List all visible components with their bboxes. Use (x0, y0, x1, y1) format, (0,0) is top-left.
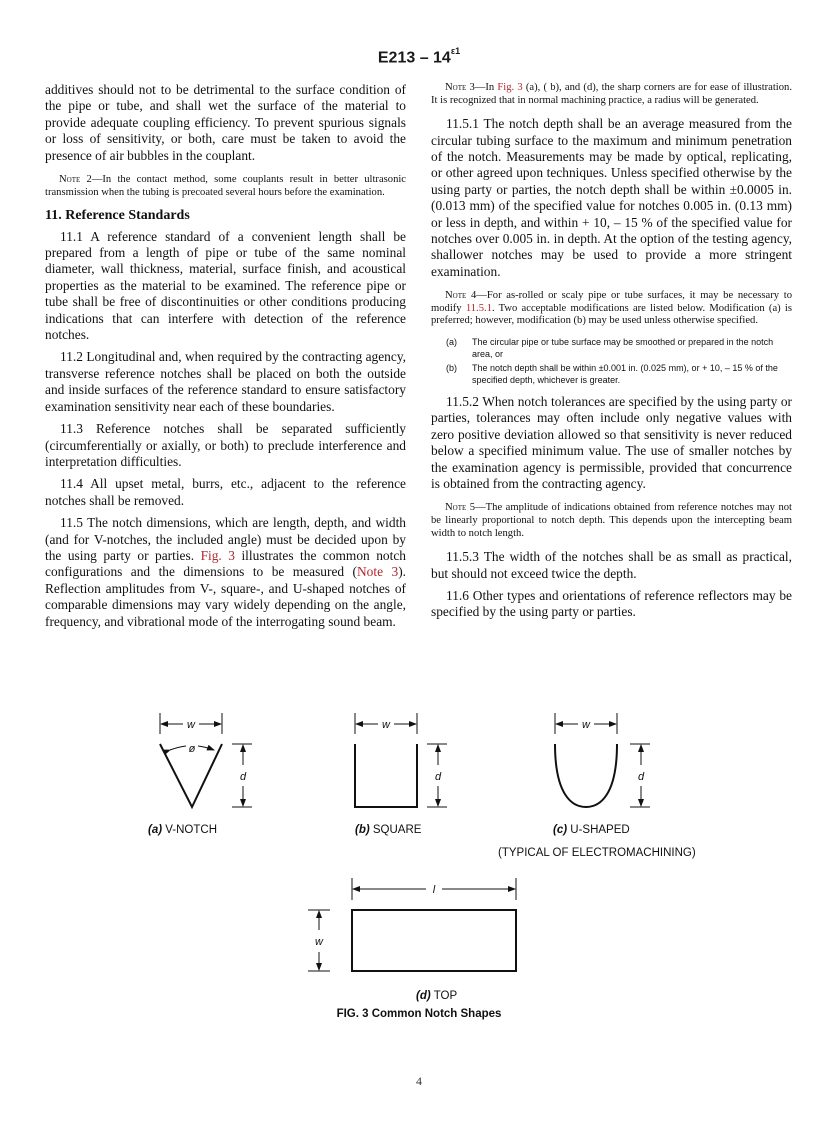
figure-caption: FIG. 3 Common Notch Shapes (336, 1008, 502, 1020)
designation-text: E213 – 14 (377, 49, 451, 67)
panel-a-label (148, 824, 217, 836)
modification-a (431, 337, 792, 360)
panel-letter: (a) (148, 824, 163, 836)
paragraph-11-5-3: 11.5.3 The width of the notches shall be as small as practical, but should not exceed twice the depth. (431, 549, 792, 581)
dim-label-w: w (582, 719, 590, 731)
note-text: —In the contact method, some couplants result in better ultrasonic transmission when the tubing is precoated several hours before the examination. (45, 174, 407, 198)
dim-label-w: w (187, 719, 195, 731)
page-number: 4 (416, 1074, 422, 1088)
panel-d-label (416, 990, 457, 1002)
document-designation (0, 48, 838, 67)
panel-name: V-NOTCH (165, 824, 218, 836)
right-column (431, 82, 792, 627)
text-run: —In (474, 82, 498, 93)
dim-label-d: d (637, 771, 645, 783)
panel-b-label (355, 824, 421, 836)
note-label: Note 5 (445, 502, 476, 514)
left-column (45, 82, 406, 636)
note-label: Note 3 (445, 82, 475, 93)
v-notch-shape (160, 713, 252, 807)
note-label: Note 4 (445, 290, 477, 302)
designation-superscript: ε1 (450, 46, 461, 56)
paragraph-11-3: 11.3 Reference notches shall be separated sufficiently (circumferentially or axially, or both) to preclude interference and interpretation difficulties. (45, 421, 406, 469)
panel-c-subtitle: (TYPICAL OF ELECTROMACHINING) (498, 847, 696, 859)
fig-3-link[interactable]: Fig. 3 (200, 547, 235, 563)
note-label: Note 2 (59, 174, 92, 186)
dim-label-d: d (239, 771, 247, 783)
section-heading: 11. Reference Standards (45, 208, 190, 224)
note-2 (45, 174, 406, 199)
top-view-shape (308, 878, 516, 971)
panel-letter: (b) (355, 824, 370, 836)
modification-label: (b) (446, 363, 457, 374)
paragraph-11-5 (45, 515, 406, 630)
u-shaped-notch-shape (555, 713, 650, 807)
panel-c-label (553, 824, 630, 836)
note-3-link[interactable]: Note 3 (357, 564, 399, 580)
panel-name: U-SHAPED (570, 824, 630, 836)
text-run: illustrates the common notch configurations and the dimensions to be measured ( (45, 547, 406, 580)
paragraph-11-2: 11.2 Longitudinal and, when required by the contracting agency, transverse reference notches shall be placed on both the outside and inside surfaces of the reference standard to ensure satisfactory examination sensitivity near each of these boundaries. (45, 349, 406, 414)
paragraph-11-5-1: 11.5.1 The notch depth shall be an average measured from the circular tubing surface to the maximum and minimum penetration of the notch. Measurements may be made by optical, replicating, or other agreed upon techniques. Unless specified otherwise by the using party or parties, the notch depth shall be within ±0.0005 in. (0.013 mm) of the specified value for notches 0.005 in. (0.13 mm) or less in depth, and within + 10, – 15 % of the specified value for notches over 0.005 in. in depth. At the option of the testing agency, shallower notches may be used to provide a more stringent examination. (431, 116, 792, 279)
paragraph-11-1: 11.1 A reference standard of a convenient length shall be prepared from a length of pipe or tube of the same nominal diameter, wall thickness, material, surface finish, and acoustical properties as the material to be examined. The reference pipe or tube shall be free of discontinuities or other conditions producing indications that can interfere with detection of the reference notches. (45, 228, 406, 343)
paragraph-11-4: 11.4 All upset metal, burrs, etc., adjacent to the reference notches shall be removed. (45, 476, 406, 508)
dim-label-w: w (382, 719, 390, 731)
note-3 (431, 82, 792, 107)
dim-label-d: d (434, 771, 442, 783)
text-run: . Two acceptable modifications are listed below. Modification (a) is preferred; however, modification (b) may be used unless otherwise specified. (431, 302, 792, 327)
text-run: (a), ( b), and (d), the sharp corners are for ease of illustration. It is recognized that in normal machining practice, a radius will be generated. (431, 82, 792, 106)
note-5 (431, 502, 792, 540)
panel-name: TOP (433, 990, 458, 1002)
panel-name: SQUARE (372, 824, 422, 836)
section-11-5-1-link[interactable]: 11.5.1 (465, 302, 492, 314)
note-4 (431, 290, 792, 328)
dim-label-angle: ø (188, 743, 196, 755)
dim-label-w: w (315, 936, 323, 948)
text-run: 11.5 The notch dimensions, which are length, depth, and width (and for V-notches, the included angle) must be decided upon by the using party or parties. (45, 515, 406, 563)
notch-shapes-drawing (0, 700, 838, 1030)
modification-label: (a) (446, 337, 457, 348)
panel-letter: (d) (416, 990, 431, 1002)
dim-label-l: l (432, 884, 436, 896)
text-run: —For as-rolled or scaly pipe or tube surfaces, it may be necessary to modify (431, 290, 793, 314)
figure-3 (0, 700, 838, 1030)
note-text: —The amplitude of indications obtained from reference notches may not be linearly proportional to notch depth. This depends upon the intercepting beam width to notch length. (431, 502, 793, 539)
square-notch-shape (355, 713, 447, 807)
modification-text: The circular pipe or tube surface may be smoothed or prepared in the notch area, or (472, 337, 774, 359)
modification-list (431, 337, 792, 386)
modification-text: The notch depth shall be within ±0.001 in. (0.025 mm), or + 10, – 15 % of the specified depth, whichever is greater. (472, 363, 778, 385)
fig-3-link[interactable]: Fig. 3 (497, 82, 523, 93)
paragraph-11-5-2: 11.5.2 When notch tolerances are specified by the using party or parties, tolerances may often include only negative values with zero positive deviation allowed so that sensitivity is never reduced below a specified minimum value. The use of smaller notches by the examination agency is permissible, provided that concurrence is obtained from the contracting agency. (431, 394, 792, 492)
paragraph-continued: additives should not to be detrimental to the surface condition of the pipe or tube, and shall wet the surface of the material to provide adequate coupling efficiency. To prevent spurious signals or loss of sensitivity, or both, care must be taken to avoid the presence of air bubbles in the couplant. (45, 82, 406, 163)
panel-letter: (c) (553, 824, 568, 836)
modification-b (431, 363, 792, 386)
paragraph-11-6: 11.6 Other types and orientations of reference reflectors may be specified by the using party or parties. (431, 588, 792, 620)
text-run: ). Reflection amplitudes from V-, square-, and U-shaped notches of comparable dimensions may vary widely depending on the angle, frequency, and vibrational mode of the interrogating sound beam. (45, 564, 406, 629)
